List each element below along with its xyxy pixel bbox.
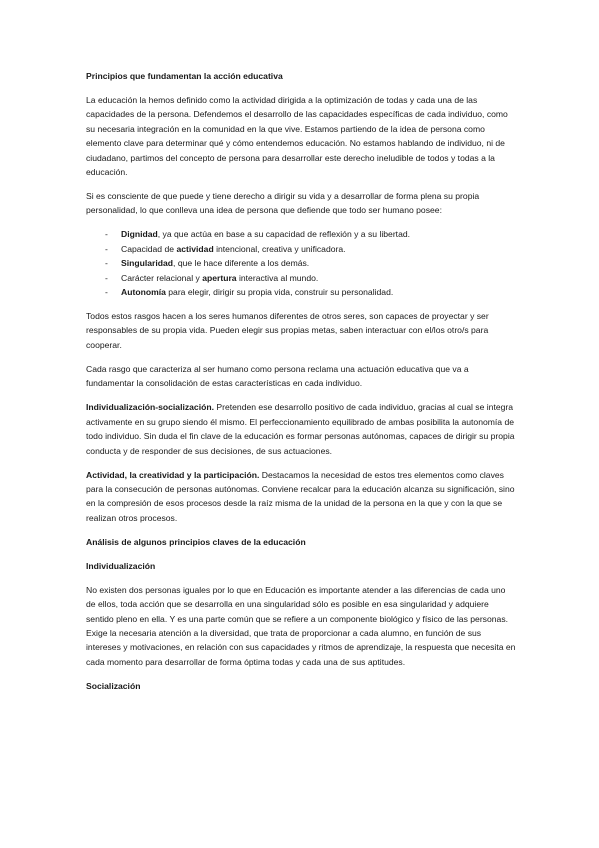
trait-term: Singularidad — [121, 258, 174, 269]
bullet-dash: - — [105, 243, 108, 254]
paragraph-education-definition: La educación la hemos definido como la actividad dirigida a la optimización de todas y cada una de las capacidades de la persona. Defendemos el desarrollo de las capacidades específicas de cada individuo, como su necesaria integración en la comunidad en la que vive. Estamos partiendo de la idea de persona como elemento clave para determinar qué y cómo entendemos educación. No estamos hablando de individuo, ni de ciudadano, partimos del concepto de persona para desarrollar este derecho ineludible de todos y todas a la educación. — [86, 95, 508, 178]
bullet-dash: - — [105, 272, 108, 283]
list-item: - Autonomía para elegir, dirigir su propia vida, construir su personalidad. — [86, 285, 517, 299]
inline-heading: Actividad, la creatividad y la participación. — [86, 469, 260, 480]
bullet-dash: - — [105, 258, 108, 269]
list-item: - Carácter relacional y apertura interactiva al mundo. — [86, 271, 517, 285]
bullet-dash: - — [105, 287, 108, 298]
trait-term: actividad — [176, 243, 214, 254]
paragraph-individualization: No existen dos personas iguales por lo que en Educación es importante atender a las diferencias de cada uno de ellos, toda acción que se desarrolla en una singularidad sólo es posible en esa singularidad y adquiere sentido pleno en ella. Y es una parte común que se refiere a un componente biológico y físico de las personas. Exige la necesaria atención a la diversidad, que trata de proporcionar a cada alumno, en función de sus intereses y motivaciones, en relación con sus capacidades y ritmos de aprendizaje, la respuesta que necesita en cada momento para desarrollar de forma óptima todas y cada una de sus aptitudes. — [86, 584, 516, 667]
trait-term: Dignidad — [121, 229, 158, 240]
paragraph-activity-creativity: Actividad, la creatividad y la participación. Destacamos la necesidad de estos tres elementos como claves para la consecución de personas autónomas. Conviene recalcar para la educación alcanza su significación, sino en la compresión de esos procesos desde la raíz misma de la unidad de la persona en la que y con la que se realizan otros procesos. — [86, 469, 515, 523]
document-title: Principios que fundamentan la acción educativa — [86, 71, 283, 81]
paragraph-individualization-socialization: Individualización-socialización. Pretenden ese desarrollo positivo de cada individuo, gracias al cual se integra activamente en su grupo siendo él mismo. El perfeccionamiento equilibrado de ambas posibilita la autonomía de todo individuo. Sin duda el fin clave de la educación es formar personas autónomas, capaces de dirigir su propia conducta y de responder de sus decisiones, de sus actuaciones. — [86, 402, 515, 456]
section-heading-key-principles: Análisis de algunos principios claves de la educación — [86, 536, 306, 547]
trait-term: apertura — [202, 272, 237, 283]
list-item: - Capacidad de actividad intencional, creativa y unificadora. — [86, 242, 517, 256]
paragraph-person-rights: Si es consciente de que puede y tiene derecho a dirigir su vida y a desarrollar de forma plena su propia personalidad, lo que conlleva una idea de persona que defiende que todo ser humano posee: — [86, 191, 480, 216]
list-item: - Singularidad, que le hace diferente a los demás. — [86, 256, 517, 270]
subsection-heading-individualization: Individualización — [86, 560, 156, 571]
list-item: - Dignidad, ya que actúa en base a su capacidad de reflexión y a su libertad. — [86, 227, 517, 241]
person-traits-list — [86, 227, 517, 299]
paragraph-human-traits: Todos estos rasgos hacen a los seres humanos diferentes de otros seres, son capaces de proyectar y ser responsables de su propia vida. Pueden elegir sus propias metas, saben interactuar con el/los otro/s para cooperar. — [86, 311, 489, 350]
bullet-dash: - — [105, 229, 108, 240]
trait-term: Autonomía — [121, 287, 166, 298]
subsection-heading-socialization: Socialización — [86, 680, 141, 691]
paragraph-educational-action: Cada rasgo que caracteriza al ser humano como persona reclama una actuación educativa que va a fundamentar la consolidación de estas características en cada individuo. — [86, 363, 469, 389]
inline-heading: Individualización-socialización. — [86, 402, 214, 413]
